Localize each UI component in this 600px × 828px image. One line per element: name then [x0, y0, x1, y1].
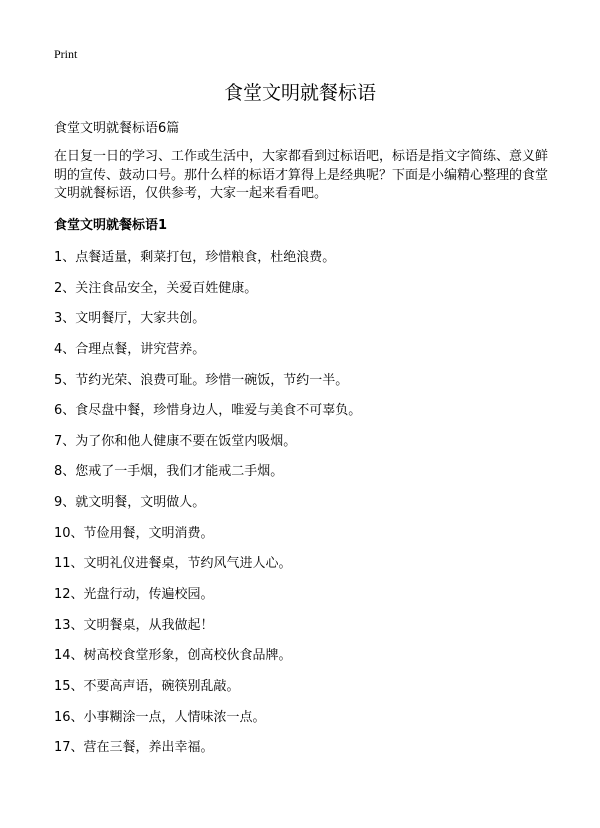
list-item: 8、您戒了一手烟，我们才能戒二手烟。 — [54, 464, 284, 480]
list-item: 5、节约光荣、浪费可耻。珍惜一碗饭，节约一半。 — [54, 372, 349, 388]
page-title: 食堂文明就餐标语 — [223, 82, 376, 104]
list-item: 12、光盘行动，传遍校园。 — [54, 587, 214, 603]
list-item: 11、文明礼仪进餐桌，节约风气进人心。 — [54, 556, 292, 572]
list-item: 10、节俭用餐，文明消费。 — [54, 525, 214, 541]
list-item: 3、文明餐厅，大家共创。 — [54, 311, 206, 327]
list-item: 13、文明餐桌，从我做起！ — [54, 617, 214, 633]
list-item: 6、食尽盘中餐，珍惜身边人，唯爱与美食不可辜负。 — [54, 403, 362, 419]
list-item: 9、就文明餐，文明做人。 — [54, 495, 206, 511]
intro-paragraph: 在日复一日的学习、工作或生活中，大家都看到过标语吧，标语是指文字简练、意义鲜明的宣传、鼓动口号。那什么样的标语才算得上是经典呢？下面是小编精心整理的食堂文明就餐标语，仅供参考，大家一起来看看吧。 — [54, 149, 549, 201]
list-item: 14、树高校食堂形象，创高校伙食品牌。 — [54, 648, 292, 664]
print-link[interactable]: Print — [54, 47, 78, 61]
slogan-list — [54, 249, 361, 770]
section-heading: 食堂文明就餐标语1 — [54, 218, 168, 233]
list-item: 17、营在三餐，养出幸福。 — [54, 740, 214, 756]
list-item: 4、合理点餐，讲究营养。 — [54, 341, 206, 357]
list-item: 2、关注食品安全，关爱百姓健康。 — [54, 280, 258, 296]
list-item: 16、小事糊涂一点，人情味浓一点。 — [54, 709, 266, 725]
list-item: 1、点餐适量，剩菜打包，珍惜粮食，杜绝浪费。 — [54, 250, 336, 265]
list-item: 7、为了你和他人健康不要在饭堂内吸烟。 — [54, 433, 297, 449]
list-item: 15、不要高声语，碗筷别乱敲。 — [54, 678, 240, 694]
document-subtitle: 食堂文明就餐标语6篇 — [54, 121, 180, 136]
